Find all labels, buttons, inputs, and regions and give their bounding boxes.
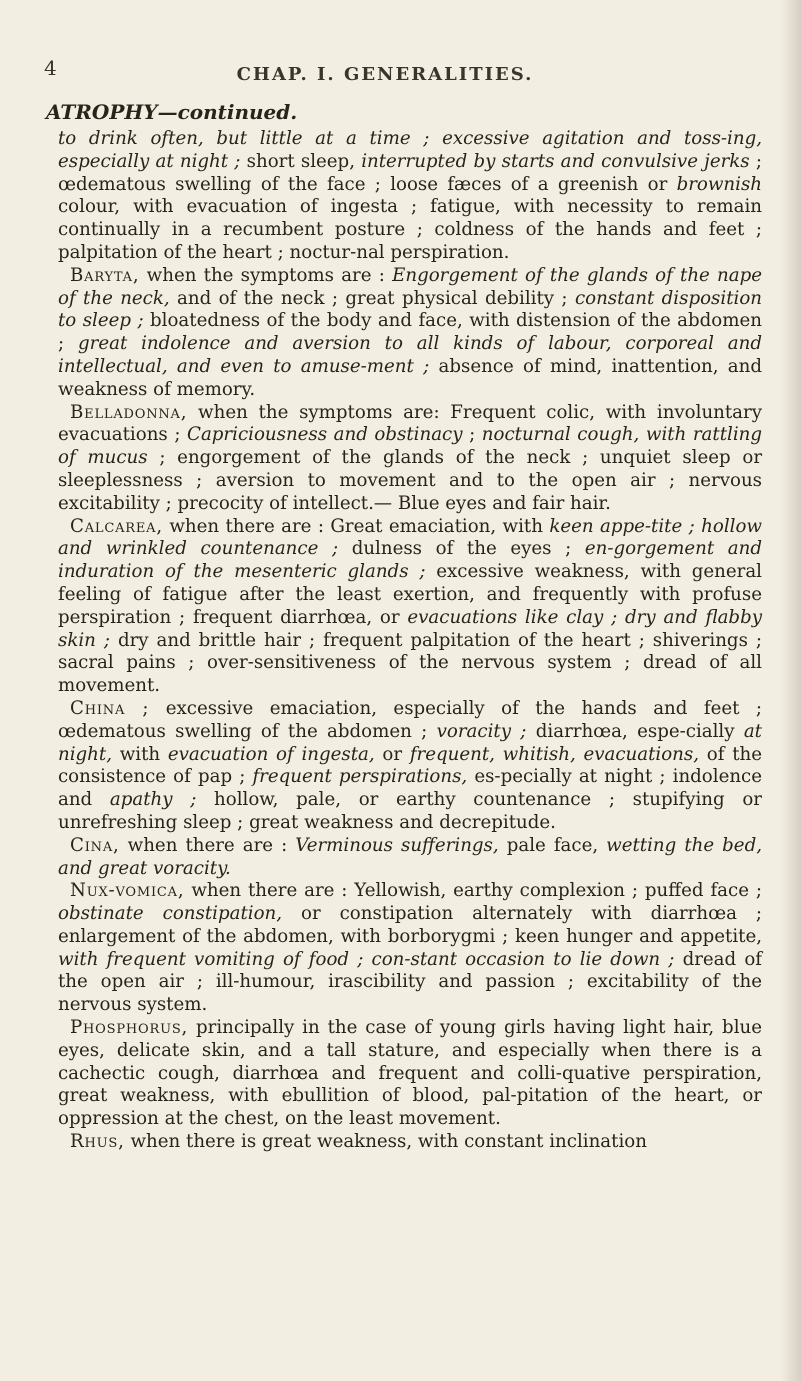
text-run: ; œdematous swelling of the face ; loose fæces of a greenish or (58, 150, 762, 195)
text-run: hollow, pale, or earthy countenance ; stupifying or unrefreshing sleep ; great weakness and decrepitude. (58, 789, 762, 833)
text-run: colour, with evacuation of ingesta ; fatigue, with necessity to remain continually in a recumbent posture ; coldness of the hands and feet ; palpitation of the heart ; noctur-nal perspiration. (58, 196, 762, 263)
italic-phrase: en-gorgement and induration of the mesenteric glands ; (58, 538, 763, 583)
running-head: CHAP. I. GENERALITIES. (236, 64, 534, 85)
italic-phrase: brownish (676, 173, 762, 195)
remedy-name: Calcarea, (70, 515, 163, 537)
text-run: when there are : Yellowish, earthy complexion ; puffed face ; (184, 880, 762, 902)
remedy-name: Belladonna, (70, 401, 188, 423)
italic-phrase: with frequent vomiting of food ; con-stant occasion to lie down ; (58, 948, 675, 970)
paragraph-rhus (58, 1131, 762, 1154)
text-run: bloatedness of the body and face, with distension of the abdomen ; (58, 310, 762, 355)
remedy-name: Cina, (70, 834, 120, 856)
text-run: principally in the case of young girls having light hair, blue eyes, delicate skin, and a tall stature, and especially when there is a cachectic cough, diarrhœa and frequent and colli-quative perspiration, great weakness, with ebullition of blood, pal-pitation of the heart, or oppression at the chest, on the least movement. (58, 1017, 762, 1130)
paragraph-cina (58, 835, 762, 881)
remedy-name: Nux-vomica, (70, 880, 185, 902)
italic-phrase: evacuation of ingesta, (167, 743, 375, 765)
text-run: es-pecially at night ; indolence and (58, 766, 762, 811)
text-run: or constipation alternately with diarrhœa ; enlargement of the abdomen, with borborygmi ; keen hunger and appetite, (58, 903, 763, 947)
italic-phrase: apathy ; (109, 789, 197, 811)
text-run: or (374, 743, 410, 765)
paragraph-intro (58, 128, 762, 265)
text-run: with (111, 743, 168, 765)
paragraph-nux-vomica (58, 880, 762, 1017)
remedy-name: Rhus, (70, 1131, 125, 1153)
italic-phrase: great indolence and aversion to all kinds of labour, corporeal and intellectual, and even to amuse-ment ; (58, 333, 762, 377)
text-run: dread of the open air ; ill-humour, irascibility and passion ; excitability of the nervous system. (58, 948, 762, 1016)
text-run: dry and brittle hair ; frequent palpitation of the heart ; shiverings ; sacral pains ; over-sensitiveness of the nervous system ; dread of all movement. (58, 629, 763, 697)
italic-phrase: Verminous sufferings, (295, 834, 499, 856)
page-edge-shadow (781, 0, 801, 1381)
italic-phrase: nocturnal cough, with rattling of mucus (58, 424, 762, 469)
section-heading: ATROPHY—continued. (46, 100, 298, 124)
italic-phrase: voracity ; (436, 720, 527, 742)
text-run: excessive weakness, with general feeling of fatigue after the least exertion, and frequently with profuse perspiration ; frequent diarrhœa, or (58, 561, 762, 628)
paragraph-phosphorus (58, 1017, 762, 1131)
text-run: absence of mind, inattention, and weakness of memory. (58, 355, 762, 400)
text-run: pale face, (498, 834, 607, 856)
paragraph-china (58, 698, 762, 835)
text-run: ; engorgement of the glands of the neck ; unquiet sleep or sleeplessness ; aversion to movement and to the open air ; nervous excitability ; precocity of intellect.— Blue eyes and fair hair. (58, 447, 763, 514)
text-run: of the consistence of pap ; (58, 743, 762, 788)
text-run: when the symptoms are: Frequent colic, with involuntary evacuations ; (58, 401, 762, 446)
text-run: and of the neck ; great physical debility ; (169, 287, 575, 309)
italic-phrase: interrupted by starts and convulsive jerks (361, 150, 750, 172)
italic-phrase: constant disposition to sleep ; (58, 287, 762, 332)
italic-phrase: Capriciousness and obstinacy (187, 424, 463, 446)
italic-phrase: evacuations like clay ; dry and flabby skin ; (58, 606, 762, 651)
text-run: ; (462, 424, 482, 446)
text-run: when there is great weakness, with constant inclination (124, 1131, 647, 1153)
paragraph-baryta (58, 265, 762, 402)
italic-phrase: frequent, whitish, evacuations, (409, 743, 700, 765)
body-text (58, 128, 762, 1154)
remedy-name: China ; (70, 697, 150, 719)
italic-phrase: frequent perspirations, (252, 766, 468, 788)
italic-phrase: wetting the bed, and great voracity. (58, 834, 762, 879)
text-run: short sleep, (240, 150, 362, 172)
italic-phrase: obstinate constipation, (58, 903, 283, 925)
text-run: dulness of the eyes ; (338, 538, 585, 560)
italic-phrase: Engorgement of the glands of the nape of the neck, (58, 264, 762, 309)
page-number: 4 (44, 56, 57, 80)
italic-phrase: to drink often, but little at a time ; excessive agitation and toss-ing, especially at night ; (58, 128, 762, 172)
text-run: when there are : Great emaciation, with (162, 515, 550, 537)
text-run: excessive emaciation, especially of the hands and feet ; œdematous swelling of the abdomen ; (58, 697, 762, 742)
remedy-name: Phosphorus, (70, 1017, 189, 1039)
remedy-name: Baryta, (70, 264, 140, 286)
text-run: diarrhœa, espe-cially (526, 720, 744, 742)
text-run: when the symptoms are : (139, 264, 393, 286)
italic-phrase: keen appe-tite ; hollow and wrinkled countenance ; (58, 515, 762, 560)
italic-phrase: at night, (58, 720, 762, 765)
paragraph-belladonna (58, 402, 762, 516)
paragraph-calcarea (58, 516, 762, 698)
text-run: when there are : (119, 834, 296, 856)
